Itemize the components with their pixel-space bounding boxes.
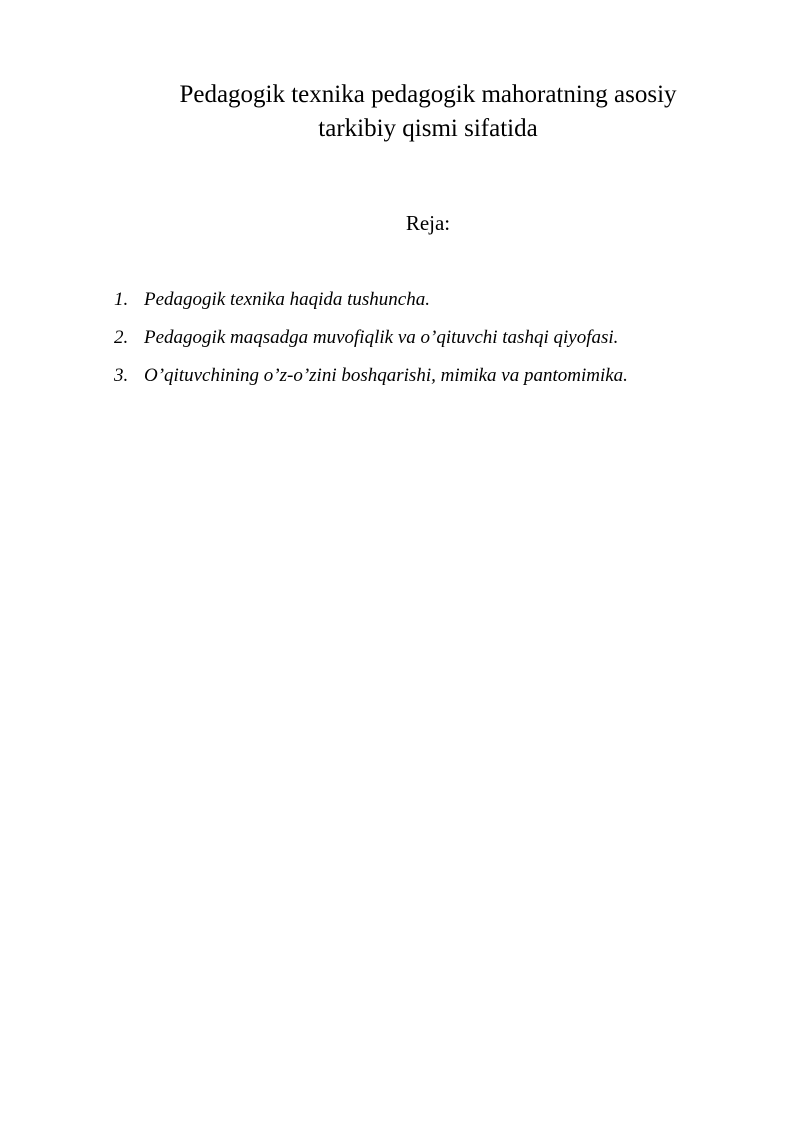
plan-item-3: [108, 362, 768, 400]
plan-item-text: Pedagogik texnika haqida tushuncha.: [144, 289, 430, 310]
plan-list: [108, 286, 768, 400]
plan-item-number: 3.: [114, 365, 129, 386]
plan-item-text: O’qituvchining o’z-o’zini boshqarishi, mimika va pantomimika.: [144, 365, 628, 386]
document-title-line-2: tarkibiy qismi sifatida: [318, 115, 538, 142]
plan-item-text: Pedagogik maqsadga muvofiqlik va o’qituvchi tashqi qiyofasi.: [144, 327, 619, 348]
plan-item-number: 2.: [114, 327, 129, 348]
document-title: [110, 78, 746, 146]
plan-item-2: [108, 324, 768, 362]
plan-item-number: 1.: [114, 289, 129, 310]
plan-heading: Reja:: [405, 211, 451, 235]
plan-item-1: [108, 286, 768, 324]
document-title-line-1: Pedagogik texnika pedagogik mahoratning asosiy: [179, 81, 677, 108]
